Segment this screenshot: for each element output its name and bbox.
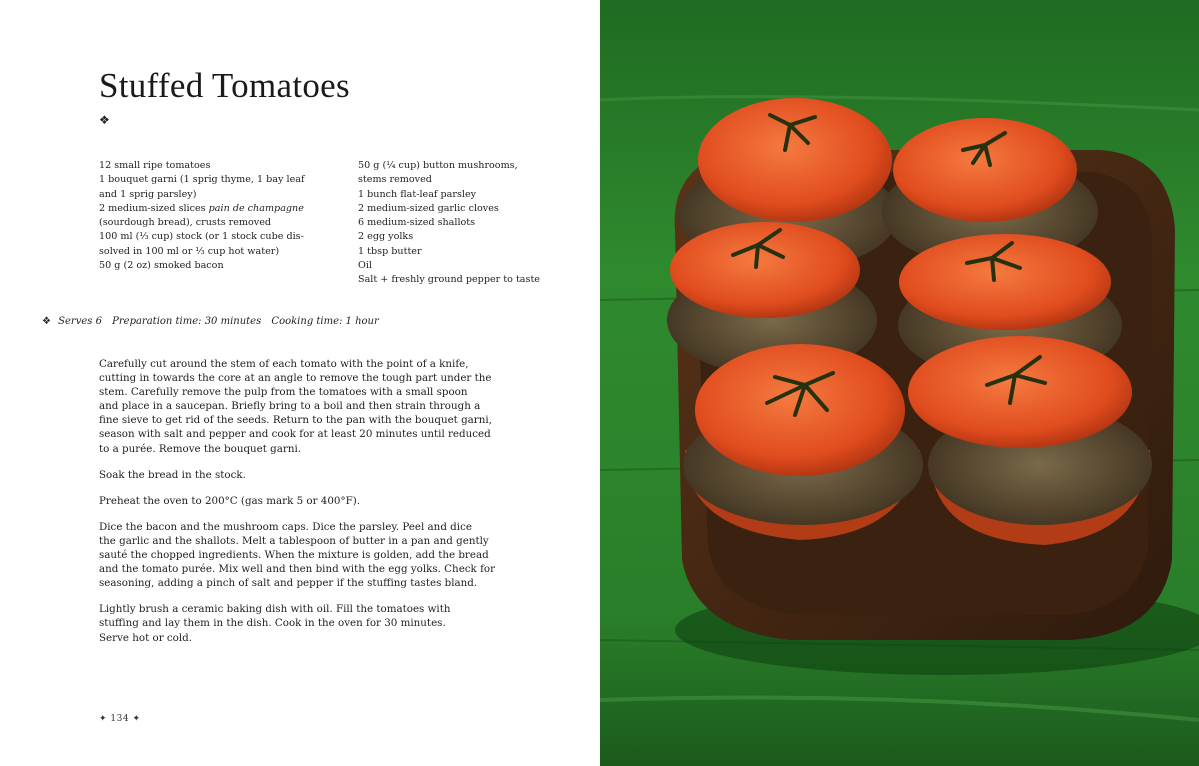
ingredient-item (99, 159, 329, 173)
method-line: and place in a saucepan. Briefly bring to a boil and then strain through a (99, 400, 481, 413)
serves-text: Serves 6 (58, 316, 102, 327)
ingredient-italic: pain de champagne (208, 202, 304, 214)
ingredient-line: and 1 sprig parsley) (99, 188, 197, 200)
ingredient-item (99, 202, 329, 231)
method-line: Lightly brush a ceramic baking dish with oil. Fill the tomatoes with (99, 603, 451, 616)
ingredient-item (358, 273, 573, 287)
method-line: and the tomato purée. Mix well and then bind with the egg yolks. Check for (99, 563, 495, 576)
method-line: cutting in towards the core at an angle to remove the tough part under the (99, 372, 492, 385)
ingredient-line: 1 tbsp butter (358, 245, 422, 257)
ornament-icon: ❖ (42, 316, 51, 327)
ingredient-item (358, 202, 573, 216)
ingredient-line: 2 medium-sized garlic cloves (358, 202, 499, 214)
method-line: stuffing and lay them in the dish. Cook in the oven for 30 minutes. (99, 617, 446, 630)
ingredient-line: (sourdough bread), crusts removed (99, 217, 272, 229)
ingredient-line: 6 medium-sized shallots (358, 217, 476, 229)
ingredient-line: 50 g (¼ cup) button mushrooms, (358, 160, 518, 171)
stuffed-tomatoes-photo (600, 0, 1199, 766)
ingredient-item (99, 259, 329, 273)
method-line: Carefully cut around the stem of each tomato with the point of a knife, (99, 358, 469, 370)
ingredient-line: 2 medium-sized slices (99, 202, 209, 214)
prep-time-text: Preparation time: 30 minutes (112, 316, 262, 327)
ingredients-left-column (99, 159, 329, 273)
ingredient-line: stems removed (358, 174, 432, 186)
method-paragraph (99, 357, 492, 456)
ingredient-item (358, 230, 573, 244)
recipe-meta (42, 316, 379, 327)
ingredient-item (99, 173, 329, 202)
ingredient-line: 1 bunch flat-leaf parsley (358, 188, 477, 200)
method-line: Preheat the oven to 200°C (gas mark 5 or 400°F). (99, 494, 361, 507)
ingredient-item (358, 159, 573, 188)
ingredient-item (358, 245, 573, 259)
ingredient-line: Oil (358, 260, 373, 272)
ingredient-item (99, 230, 329, 259)
ingredient-line: 12 small ripe tomatoes (99, 160, 211, 171)
method-paragraph (99, 494, 459, 508)
ingredient-line: 100 ml (⅓ cup) stock (or 1 stock cube dis- (99, 231, 304, 243)
stuffed-tomato (683, 344, 923, 540)
ingredient-line: Salt + freshly ground pepper to taste (358, 274, 540, 286)
ingredient-item (358, 216, 573, 230)
method-paragraph (99, 602, 459, 644)
ornament-icon: ❖ (99, 113, 110, 127)
recipe-title: Stuffed Tomatoes (99, 66, 350, 105)
method-line: Dice the bacon and the mushroom caps. Dice the parsley. Peel and dice (99, 520, 472, 533)
cook-time-text: Cooking time: 1 hour (271, 316, 379, 327)
ingredient-line: 50 g (2 oz) smoked bacon (99, 260, 224, 272)
method-line: to a purée. Remove the bouquet garni. (99, 442, 302, 455)
page-number: ✦ 134 ✦ (99, 714, 141, 724)
method-line: the garlic and the shallots. Melt a tablespoon of butter in a pan and gently (99, 534, 489, 547)
method-text (99, 357, 495, 657)
method-line: seasoning, adding a pinch of salt and pepper if the stuffing tastes bland. (99, 577, 478, 590)
method-line: Serve hot or cold. (99, 631, 193, 644)
method-line: stem. Carefully remove the pulp from the tomatoes with a small spoon (99, 386, 468, 399)
method-paragraph (99, 468, 459, 482)
ingredient-line: 1 bouquet garni (1 sprig thyme, 1 bay leaf (99, 174, 305, 186)
method-line: sauté the chopped ingredients. When the mixture is golden, add the bread (99, 549, 489, 562)
method-paragraph (99, 520, 495, 590)
ingredient-item (358, 259, 573, 273)
method-line: season with salt and pepper and cook for at least 20 minutes until reduced (99, 428, 491, 441)
ingredient-item (358, 188, 573, 202)
method-line: Soak the bread in the stock. (99, 468, 246, 481)
method-line: fine sieve to get rid of the seeds. Return to the pan with the bouquet garni, (99, 414, 492, 427)
ingredient-line: 2 egg yolks (358, 231, 414, 243)
ingredient-line: solved in 100 ml or ⅓ cup hot water) (99, 245, 280, 257)
ingredients-right-column (358, 159, 573, 288)
